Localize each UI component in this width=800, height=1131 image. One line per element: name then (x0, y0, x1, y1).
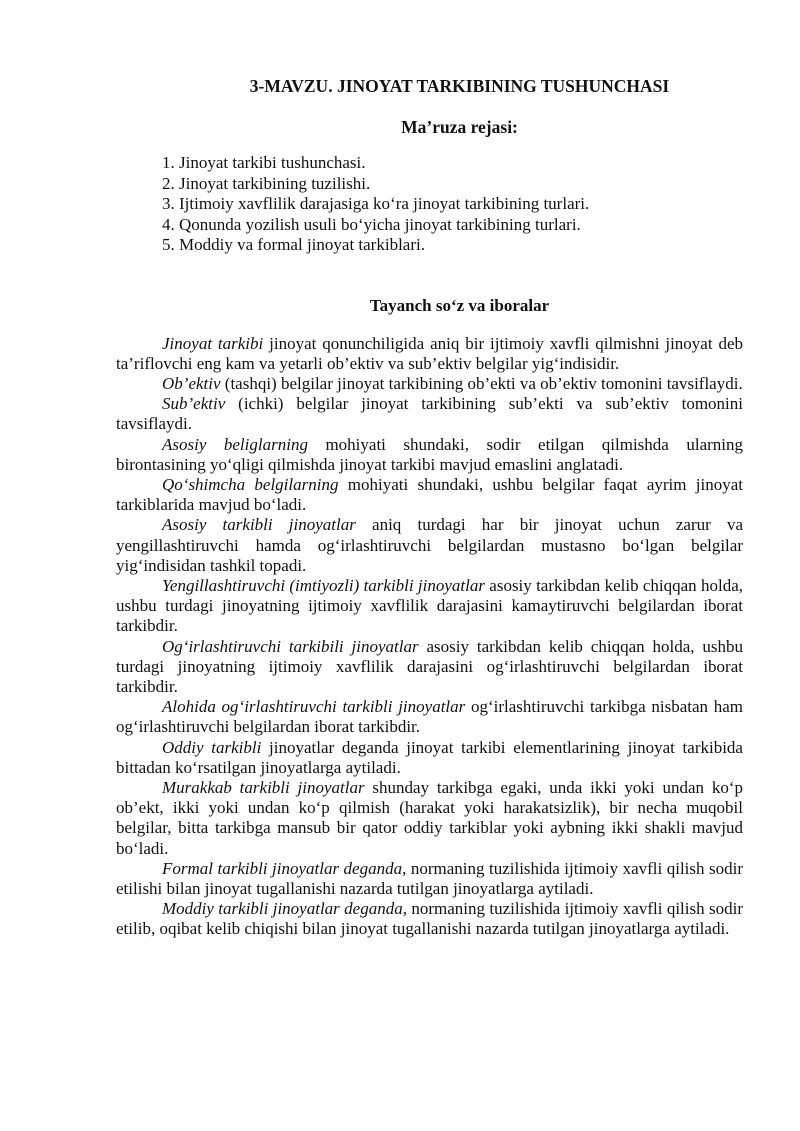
definition-term: Ob’ektiv (162, 373, 221, 393)
definitions-list (116, 334, 743, 940)
definition-text: mohiyati shundaki, ushbu belgilar faqat ayrim jinoyat tarkiblarida mavjud bo‘ladi. (116, 474, 743, 515)
definition-term: Oddiy tarkibli (162, 737, 262, 757)
definition-term: Qo‘shimcha belgilarning (162, 474, 339, 494)
definition-paragraph (116, 475, 743, 515)
document-page (116, 74, 743, 940)
definition-text: mohiyati shundaki, sodir etilgan qilmishda ularning birontasining yo‘qligi qilmishda jinoyat tarkibi mavjud emaslini anglatadi. (116, 434, 743, 474)
definition-paragraph (116, 576, 743, 637)
definition-term: Jinoyat tarkibi (162, 333, 264, 353)
definition-term: Moddiy tarkibli jinoyatlar deganda (162, 899, 403, 919)
definition-term: Asosiy tarkibli jinoyatlar (162, 515, 356, 535)
definition-paragraph (116, 334, 743, 374)
definition-term: Sub’ektiv (162, 394, 226, 414)
definition-paragraph (116, 515, 743, 576)
lecture-plan-heading: Ma’ruza rejasi: (401, 117, 518, 137)
definition-paragraph (116, 374, 743, 394)
definition-text: aniq turdagi har bir jinoyat uchun zarur va yengillashtiruvchi hamda og‘irlashtiruvchi belgilardan mustasno bo‘lgan belgilar yig‘indisidan tashkil topadi. (116, 515, 744, 575)
definition-term: Asosiy beliglarning (162, 434, 308, 454)
definition-text: jinoyat qonunchiligida aniq bir ijtimoiy xavfli qilmishni jinoyat deb ta’riflovchi eng kam va yetarli ob’ektiv va sub’ektiv belgilar yig‘indisidir. (116, 333, 743, 373)
definition-text: (tashqi) belgilar jinoyat tarkibining ob’ekti va ob’ektiv tomonini tavsiflaydi. (220, 373, 743, 393)
lecture-plan-list (116, 153, 743, 256)
definition-text: , normaning tuzilishida ijtimoiy xavfli qilish sodir etilishi bilan jinoyat tugallanishi nazarda tutilgan jinoyatlarga aytiladi. (116, 858, 743, 898)
plan-item: 4. Qonunda yozilish usuli bo‘yicha jinoyat tarkibining turlari. (162, 214, 581, 234)
definition-paragraph (116, 899, 743, 939)
plan-item: 3. Ijtimoiy xavflilik darajasiga ko‘ra jinoyat tarkibining turlari. (162, 194, 590, 213)
definition-term: Yengillashtiruvchi (imtiyozli) tarkibli jinoyatlar (162, 575, 485, 595)
definition-paragraph (116, 778, 743, 859)
definition-text: og‘irlashtiruvchi tarkibga nisbatan ham og‘irlashtiruvchi belgilardan iborat tarkibdir. (116, 697, 743, 737)
definition-text: jinoyatlar deganda jinoyat tarkibi elementlarining jinoyat tarkibida bittadan ko‘rsatilgan jinoyatlarga aytiladi. (116, 737, 743, 777)
page-title: 3-MAVZU. JINOYAT TARKIBINING TUSHUNCHASI (249, 76, 670, 96)
definition-term: Formal tarkibli jinoyatlar deganda (162, 858, 403, 878)
definition-paragraph (116, 697, 743, 737)
definition-term: Alohida og‘irlashtiruvchi tarkibli jinoyatlar (162, 697, 466, 717)
definition-paragraph (116, 435, 743, 475)
definition-text: (ichki) belgilar jinoyat tarkibining sub’ekti va sub’ektiv tomonini tavsiflaydi. (116, 394, 743, 434)
definition-paragraph (116, 859, 743, 899)
plan-item: 5. Moddiy va formal jinoyat tarkiblari. (162, 235, 425, 254)
definition-paragraph (116, 637, 743, 698)
plan-item: 2. Jinoyat tarkibining tuzilishi. (162, 173, 371, 193)
definition-term: Og‘irlashtiruvchi tarkibili jinoyatlar (162, 636, 419, 656)
definition-text: asosiy tarkibdan kelib chiqqan holda, ushbu turdagi jinoyatning ijtimoiy xavflilik darajasini og‘irlashtiruvchi belgilardan iborat tarkibdir. (116, 636, 744, 696)
definition-paragraph (116, 738, 743, 778)
definition-paragraph (116, 394, 743, 434)
definition-term: Murakkab tarkibli jinoyatlar (162, 777, 365, 797)
definition-text: , normaning tuzilishida ijtimoiy xavfli qilish sodir etilib, oqibat kelib chiqishi bilan jinoyat tugallanishi nazarda tutilgan jinoyatlarga aytiladi. (116, 899, 743, 939)
definition-text: shunday tarkibga egaki, unda ikki yoki undan ko‘p ob’ekt, ikki yoki undan ko‘p qilmish (harakat yoki harakatsizlik), bir necha muqobil belgilar, bitta tarkibga mansub bir qator oddiy tarkiblar yoki aybning ikki shakli mavjud bo‘ladi. (116, 777, 743, 858)
definition-text: asosiy tarkibdan kelib chiqqan holda, ushbu turdagi jinoyatning ijtimoiy xavflilik darajasini kamaytiruvchi belgilardan iborat tarkibdir. (116, 575, 743, 636)
plan-item: 1. Jinoyat tarkibi tushunchasi. (162, 153, 366, 172)
keywords-heading: Tayanch so‘z va iboralar (369, 295, 550, 315)
